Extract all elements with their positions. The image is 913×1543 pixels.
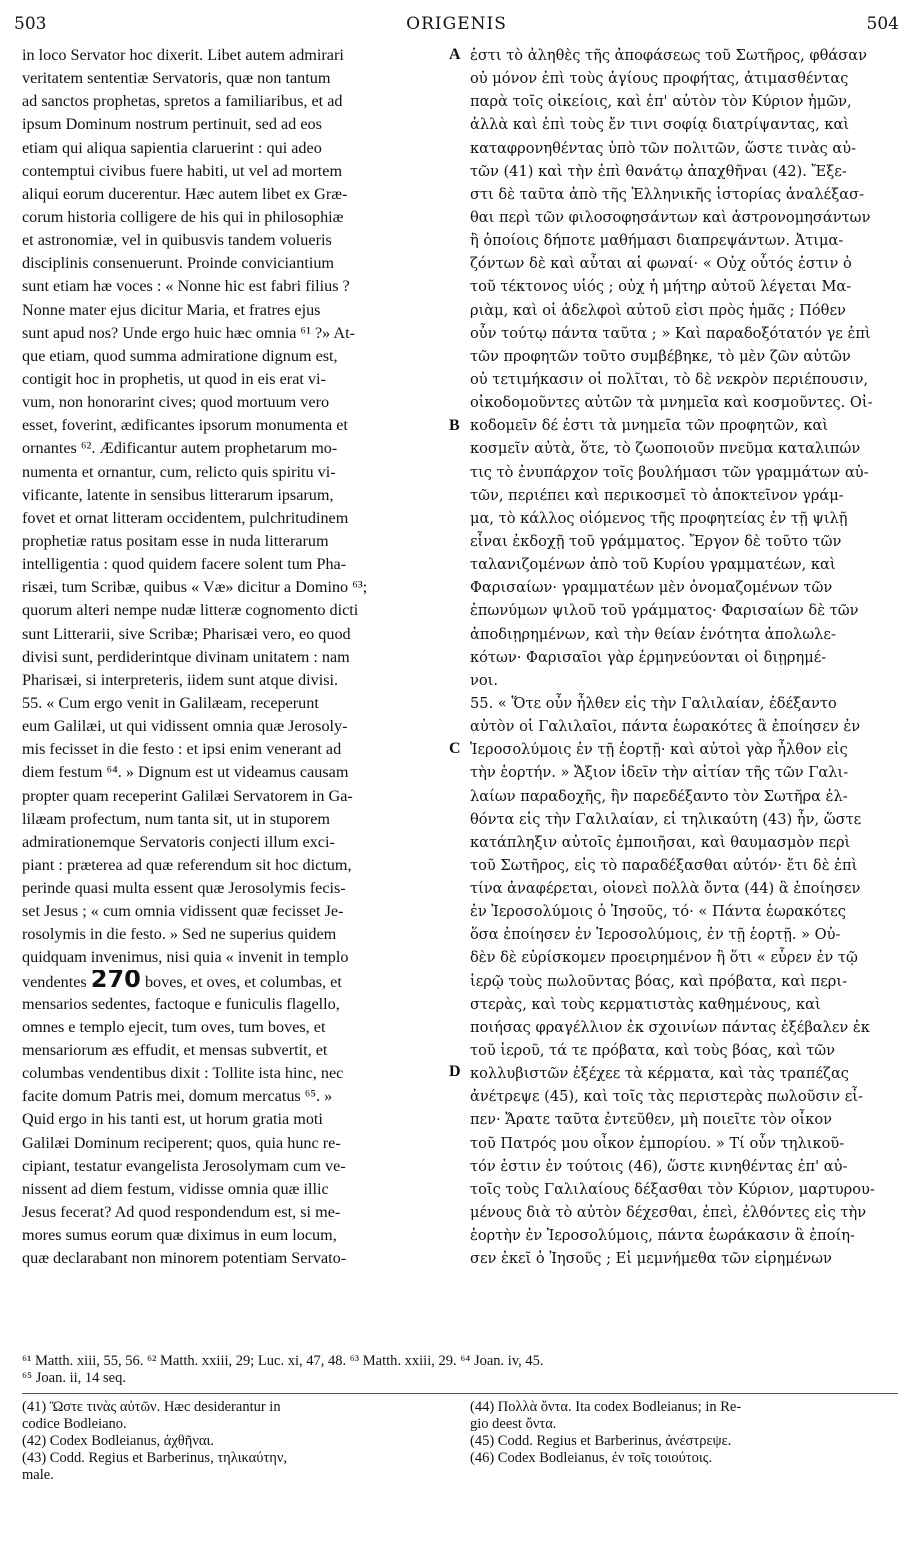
latin-text-line: esset, foverint, ædificantes ipsorum monumenta et	[22, 416, 348, 435]
greek-text-line: τῶν προφητῶν τοῦτο συμβέβηκε, τὸ μὲν ζῶν αὐτῶν	[470, 347, 851, 365]
greek-text-line: κοσμεῖν αὐτὰ, ὅτε, τὸ ζωοποιοῦν πνεῦμα καταλιπών	[470, 440, 861, 458]
greek-text-line: ὅσα ἐποίησεν ἐν Ἱεροσολύμοις, ἐν τῇ ἑορτῇ. » Οὐ-	[470, 926, 841, 944]
greek-text-line: 55. « Ὅτε οὖν ἦλθεν εἰς τὴν Γαλιλαίαν, ἐδέξαντο	[470, 694, 837, 712]
latin-text-line: propter quam receperint Galilæi Servatorem in Ga-	[22, 786, 353, 805]
latin-text-line: Quid ergo in his tanti est, ut horum gratia moti	[22, 1110, 323, 1129]
greek-text-line: εἶναι ἐκδοχῇ τοῦ γράμματος. Ἔργον δὲ τοῦτο τῶν	[470, 532, 842, 550]
greek-text-line: τοῦ Πατρός μου οἶκον ἐμπορίου. » Τί οὖν τηλικοῦ-	[470, 1134, 845, 1152]
greek-text-line: κοδομεῖν δέ ἐστι τὰ μνημεῖα τῶν προφητῶν, καὶ	[470, 417, 829, 435]
latin-text-line: lilæam profectum, num tanta sit, ut in stuporem	[22, 809, 330, 828]
latin-text-line: sunt Litterarii, sive Scribæ; Pharisæi vero, eo quod	[22, 624, 351, 643]
latin-text-line: Nonne mater ejus dicitur Maria, et fratres ejus	[22, 300, 321, 319]
greek-text-line: ἐπωνύμων ψιλοῦ τοῦ γράμματος· Φαρισαίων δὲ τῶν	[470, 602, 859, 620]
greek-text-line: κότων· Φαρισαῖοι γὰρ ἑρμηνεύονται οἱ διῃρημέ-	[470, 648, 827, 666]
latin-text-line: ornantes ⁶². Ædificantur autem prophetarum mo-	[22, 439, 338, 458]
latin-text-line: mis fecisset in die festo : et ipsi enim venerant ad	[22, 740, 342, 759]
column-number-right: 504	[866, 14, 899, 34]
latin-text-line: contemptui civibus fuere habiti, ut vel ad mortem	[22, 161, 343, 180]
greek-text-line: τοῦ Σωτῆρος, εἰς τὸ παραδέξασθαι αὐτόν· ἔτι δὲ ἐπὶ	[470, 856, 858, 874]
section-marker-b: B	[449, 417, 460, 434]
greek-text-line: οὐ τετιμήκασιν οἱ πολῖται, τὸ δὲ νεκρὸν περιέπουσιν,	[470, 370, 869, 388]
latin-text-line: facite domum Patris mei, domum mercatus ⁶⁵. »	[22, 1087, 333, 1106]
latin-text-line: columbas vendentibus dixit : Tollite ista hinc, nec	[22, 1064, 344, 1083]
greek-text-line: δὲν δὲ εὑρίσκομεν προειρημένον ἢ ὅτι « εὗρεν ἐν τῷ	[470, 949, 858, 967]
greek-text-line: οὖν τούτῳ πάντα ταῦτα ; » Καὶ παραδοξότατόν γε ἐπὶ	[470, 324, 871, 342]
latin-text-line: 55. « Cum ergo venit in Galilæam, receperunt	[22, 693, 319, 712]
latin-text-line: disciplinis consenuerunt. Proinde conviciantium	[22, 254, 335, 273]
scripture-footnote: ⁶¹ Matth. xiii, 55, 56. ⁶² Matth. xxiii, 29; Luc. xi, 47, 48. ⁶³ Matth. xxiii, 29. ⁶⁴ Joan. iv, 45.	[22, 1353, 544, 1369]
latin-text-line: vum, non honorarint cives; quod mortuum vero	[22, 393, 330, 412]
latin-text-line: mensariorum æs effudit, et mensas subvertit, et	[22, 1041, 328, 1060]
greek-text-line: Ἱεροσολύμοις ἐν τῇ ἑορτῇ· καὶ αὐτοὶ γὰρ ἦλθον εἰς	[470, 741, 848, 759]
greek-text-line: ἀποδιῃρημένων, καὶ τὴν θείαν ἑνότητα ἀπολωλε-	[470, 625, 836, 643]
greek-text-line: τοῖς τοὺς Γαλιλαίους δέξασθαι τὸν Κύριον, μαρτυρου-	[470, 1180, 875, 1198]
greek-text-line: μα, τὸ κάλλος οἰόμενος τῆς προφητείας ἐν τῇ ψιλῇ	[470, 509, 848, 527]
greek-text-line: στερὰς, καὶ τοὺς κερματιστὰς καθημένους, καὶ	[470, 995, 821, 1013]
latin-text-line: aliqui eorum ducerentur. Hæc autem libet ex Græ-	[22, 184, 348, 203]
greek-text-line: ποιήσας φραγέλλιον ἐκ σχοινίων πάντας ἐξέβαλεν ἐκ	[470, 1018, 870, 1036]
latin-text-line: vendentes 270 boves, et oves, et columbas, et	[22, 970, 446, 993]
latin-text-line: fovet et ornat litteram occidentem, pulchritudinem	[22, 508, 349, 527]
greek-text-line: λαίων παραδοχῆς, ἣν παρεδέξαντο τὸν Σωτῆρα ἐλ-	[470, 787, 848, 805]
latin-text-line: quidquam invenimus, nisi quia « invenit in templo	[22, 948, 349, 967]
greek-text-line: ἀλλὰ καὶ ἐπὶ τοὺς ἔν τινι σοφίᾳ διατρίψαντας, καὶ	[470, 116, 850, 134]
greek-text-line: ριὰμ, καὶ οἱ ἀδελφοὶ αὐτοῦ εἰσι πρὸς ἡμᾶς ; Πόθεν	[470, 301, 846, 319]
greek-text-line: θόντα εἰς τὴν Γαλιλαίαν, εἰ τηλικαύτη (43) ἦν, ὥστε	[470, 810, 862, 828]
latin-text-line: Jesus fecerat? Ad quod respondendum est, si me-	[22, 1203, 341, 1222]
scripture-footnote: ⁶⁵ Joan. ii, 14 seq.	[22, 1370, 126, 1386]
greek-text-line: νοι.	[470, 671, 499, 689]
latin-text-line: mores sumus eorum quæ diximus in eum locum,	[22, 1226, 337, 1245]
latin-text-line: set Jesus ; « cum omnia vidissent quæ fecisset Je-	[22, 902, 344, 921]
latin-text-line: diem festum ⁶⁴. » Dignum est ut videamus causam	[22, 763, 349, 782]
greek-text-line: κολλυβιστῶν ἐξέχεε τὰ κέρματα, καὶ τὰς τραπέζας	[470, 1065, 849, 1083]
critical-note-line: male.	[22, 1467, 54, 1483]
greek-text-line: τίνα ἀναφέρεται, οἱονεὶ πολλὰ ὄντα (44) ἃ ἐποίησεν	[470, 880, 861, 898]
latin-text-line: corum historia colligere de his qui in philosophiæ	[22, 207, 344, 226]
greek-text-line: Φαρισαίων· γραμματέων μὲν ὀνομαζομένων τῶν	[470, 579, 833, 597]
latin-text-line: piant : præterea ad quæ referendum sit hoc dictum,	[22, 855, 352, 874]
latin-text-line: divisi sunt, perdiderintque divinam unitatem : nam	[22, 647, 350, 666]
greek-text-line: σεν ἐκεῖ ὁ Ἰησοῦς ; Εἰ μεμνήμεθα τῶν εἰρημένων	[470, 1250, 832, 1268]
latin-text-line: cipiant, testatur evangelista Jerosolymam cum ve-	[22, 1156, 346, 1175]
section-marker-a: A	[449, 46, 461, 63]
greek-text-line: οἰκοδομοῦντες αὐτῶν τὰ μνημεῖα καὶ κοσμοῦντες. Οἰ-	[470, 394, 873, 412]
latin-text-line: veritatem sententiæ Servatoris, quæ non tantum	[22, 69, 331, 88]
greek-text-line: τοῦ τέκτονος υἱός ; οὐχ ἡ μήτηρ αὐτοῦ λέγεται Μα-	[470, 278, 852, 296]
greek-text-line: τόν ἐστιν ἐν τούτοις (46), ὥστε κινηθέντας ἐπ' αὐ-	[470, 1157, 848, 1175]
greek-column	[470, 44, 898, 1270]
running-title: ORIGENIS	[406, 14, 507, 34]
critical-note-line: (42) Codex Bodleianus, ἀχθῆναι.	[22, 1433, 214, 1449]
greek-text-line: πεν· Ἄρατε ταῦτα ἐντεῦθεν, μὴ ποιεῖτε τὸν οἶκον	[470, 1111, 832, 1129]
greek-text-line: ἀνέτρεψε (45), καὶ τοῖς τὰς περιστερὰς πωλοῦσιν εἶ-	[470, 1088, 863, 1106]
latin-text-line: intelligentia : quod quidem facere solent tum Pha-	[22, 555, 347, 574]
latin-text-line: rosolymis in die festo. » Sed ne superius quidem	[22, 925, 337, 944]
greek-text-line: αὐτὸν οἱ Γαλιλαῖοι, πάντα ἑωρακότες ἃ ἐποίησεν ἐν	[470, 718, 861, 736]
greek-text-line: καταφρονηθέντας ὑπὸ τῶν πολιτῶν, ὥστε τινὰς αὐ-	[470, 139, 857, 157]
section-marker-d: D	[449, 1063, 461, 1080]
scripture-footnotes	[22, 1353, 898, 1387]
critical-note-line: (43) Codd. Regius et Barberinus, τηλικαύτην,	[22, 1450, 288, 1466]
latin-text-line: Galilæi Dominum reciperent; quos, quia hunc re-	[22, 1133, 341, 1152]
latin-text-line: ad sanctos prophetas, spretos a familiaribus, et ad	[22, 92, 343, 111]
greek-text-line: κατάπληξιν αὐτοῖς ἐμποιῆσαι, καὶ θαυμασμὸν περὶ	[470, 833, 851, 851]
page-reference-number: 270	[90, 969, 141, 993]
critical-note-line: (41) Ὥστε τινὰς αὐτῶν. Hæc desiderantur in	[22, 1399, 281, 1415]
latin-text-line: etiam qui aliqua sapientia claruerint : qui adeo	[22, 138, 322, 157]
latin-text-line: numenta et ornantur, cum, relicto quis spiritu vi-	[22, 462, 336, 481]
greek-text-line: ζόντων δὲ καὶ αὗται αἱ φωναί· « Οὐχ οὗτός ἐστιν ὁ	[470, 255, 852, 273]
latin-text-line: quorum alteri nempe nudæ litteræ cognomento dicti	[22, 601, 359, 620]
latin-text-line: eum Galilæi, ut qui vidissent omnia quæ Jerosoly-	[22, 717, 348, 736]
greek-text-line: ταλανιζομένων ἀπὸ τοῦ Κυρίου γραμματέων, καὶ	[470, 556, 836, 574]
greek-text-line: θαι περὶ τῶν φιλοσοφησάντων καὶ ἀστρονομησάντων	[470, 208, 871, 226]
latin-text-line: quæ declarabant non minorem potentiam Servato-	[22, 1249, 347, 1268]
section-marker-c: C	[449, 740, 461, 757]
greek-text-line: τοῦ ἱεροῦ, τά τε πρόβατα, καὶ τοὺς βόας, καὶ τῶν	[470, 1042, 836, 1060]
latin-column	[22, 44, 446, 1270]
latin-text-line: nissent ad diem festum, vidisse omnia quæ illic	[22, 1179, 329, 1198]
greek-text-line: μένους διὰ τὸ αὐτὸν δέχεσθαι, ἐπεὶ, ἐλθόντες εἰς τὴν	[470, 1204, 867, 1222]
critical-note-line: gio deest ὄντα.	[470, 1416, 557, 1432]
greek-text-line: τὴν ἑορτήν. » Ἄξιον ἰδεῖν τὴν αἰτίαν τῆς τῶν Γαλι-	[470, 764, 849, 782]
latin-text-line: mensarios sedentes, factoque e funiculis flagello,	[22, 994, 340, 1013]
greek-text-line: στι δὲ ταῦτα ἀπὸ τῆς Ἑλληνικῆς ἱστορίας ἀναλέξασ-	[470, 185, 865, 203]
latin-text-line: risæi, tum Scribæ, quibus « Væ» dicitur a Domino ⁶³;	[22, 578, 368, 597]
latin-text-line: vificante, latente in sensibus litterarum ipsarum,	[22, 485, 334, 504]
latin-text-fragment: boves, et oves, et columbas, et	[140, 972, 342, 991]
latin-text-line: admirationemque Servatoris conjecti illum exci-	[22, 832, 335, 851]
greek-text-line: τῶν, περιέπει καὶ περικοσμεῖ τὸ ἀποκτεῖνον γράμ-	[470, 486, 844, 504]
greek-text-line: τις τὸ ἐνυπάρχον τοῖς βουλήμασι τῶν γραμμάτων αὐ-	[470, 463, 869, 481]
latin-text-line: que etiam, quod summa admiratione dignum est,	[22, 346, 338, 365]
greek-text-line: ἱερῷ τοὺς πωλοῦντας βόας, καὶ πρόβατα, καὶ περι-	[470, 972, 848, 990]
latin-text-line: sunt etiam hæ voces : « Nonne hic est fabri filius ?	[22, 277, 350, 296]
latin-text-line: perinde quasi multa essent quæ Jerosolymis fecis-	[22, 879, 346, 898]
greek-text-line: ἢ ὁποίοις δήποτε μαθήμασι διαπρεψάντων. Ἀτιμα-	[470, 232, 844, 250]
latin-text-line: sunt apud nos? Unde ergo huic hæc omnia ⁶¹ ?» At-	[22, 323, 355, 342]
column-number-left: 503	[14, 14, 47, 34]
critical-note-line: (46) Codex Bodleianus, ἐν τοῖς τοιούτοις.	[470, 1450, 713, 1466]
latin-text-line: Pharisæi, si interpreteris, iidem sunt atque divisi.	[22, 670, 339, 689]
greek-text-line: οὐ μόνον ἐπὶ τοὺς ἁγίους προφήτας, ἀτιμασθέντας	[470, 70, 849, 88]
latin-text-line: in loco Servator hoc dixerit. Libet autem admirari	[22, 46, 344, 64]
greek-text-line: ἑορτὴν ἐν Ἱεροσολύμοις, πάντα ἑωράκασιν ἃ ἐποίη-	[470, 1227, 855, 1245]
critical-note-line: (45) Codd. Regius et Barberinus, ἀνέστρεψε.	[470, 1433, 732, 1449]
page-header	[14, 14, 899, 40]
greek-text-line: τῶν (41) καὶ τὴν ἐπὶ θανάτῳ ἀπαχθῆναι (42). Ἔξε-	[470, 162, 847, 180]
latin-text-line: omnes e templo ejecit, tum oves, tum boves, et	[22, 1017, 326, 1036]
critical-notes-left	[22, 1399, 452, 1484]
greek-text-line: ἐστι τὸ ἀληθὲς τῆς ἀποφάσεως τοῦ Σωτῆρος, φθάσαν	[470, 47, 867, 64]
critical-note-line: codice Bodleiano.	[22, 1416, 127, 1432]
latin-text-line: prophetiæ ratus positam esse in nuda litterarum	[22, 531, 329, 550]
latin-text-line: contigit hoc in prophetis, ut quod in eis erat vi-	[22, 369, 326, 388]
greek-text-line: παρὰ τοῖς οἰκείοις, καὶ ἐπ' αὐτὸν τὸν Κύριον ἡμῶν,	[470, 93, 852, 111]
footnote-divider	[22, 1393, 898, 1394]
greek-text-line: ἐν Ἱεροσολύμοις ὁ Ἰησοῦς, τό· « Πάντα ἑωρακότες	[470, 903, 846, 921]
latin-text-line: ipsum Dominum nostrum pertinuit, sed ad eos	[22, 115, 322, 134]
critical-note-line: (44) Πολλὰ ὄντα. Ita codex Bodleianus; in Re-	[470, 1399, 742, 1415]
latin-text-line: et astronomiæ, vel in quibusvis tandem volueris	[22, 231, 332, 250]
critical-notes-right	[470, 1399, 898, 1467]
